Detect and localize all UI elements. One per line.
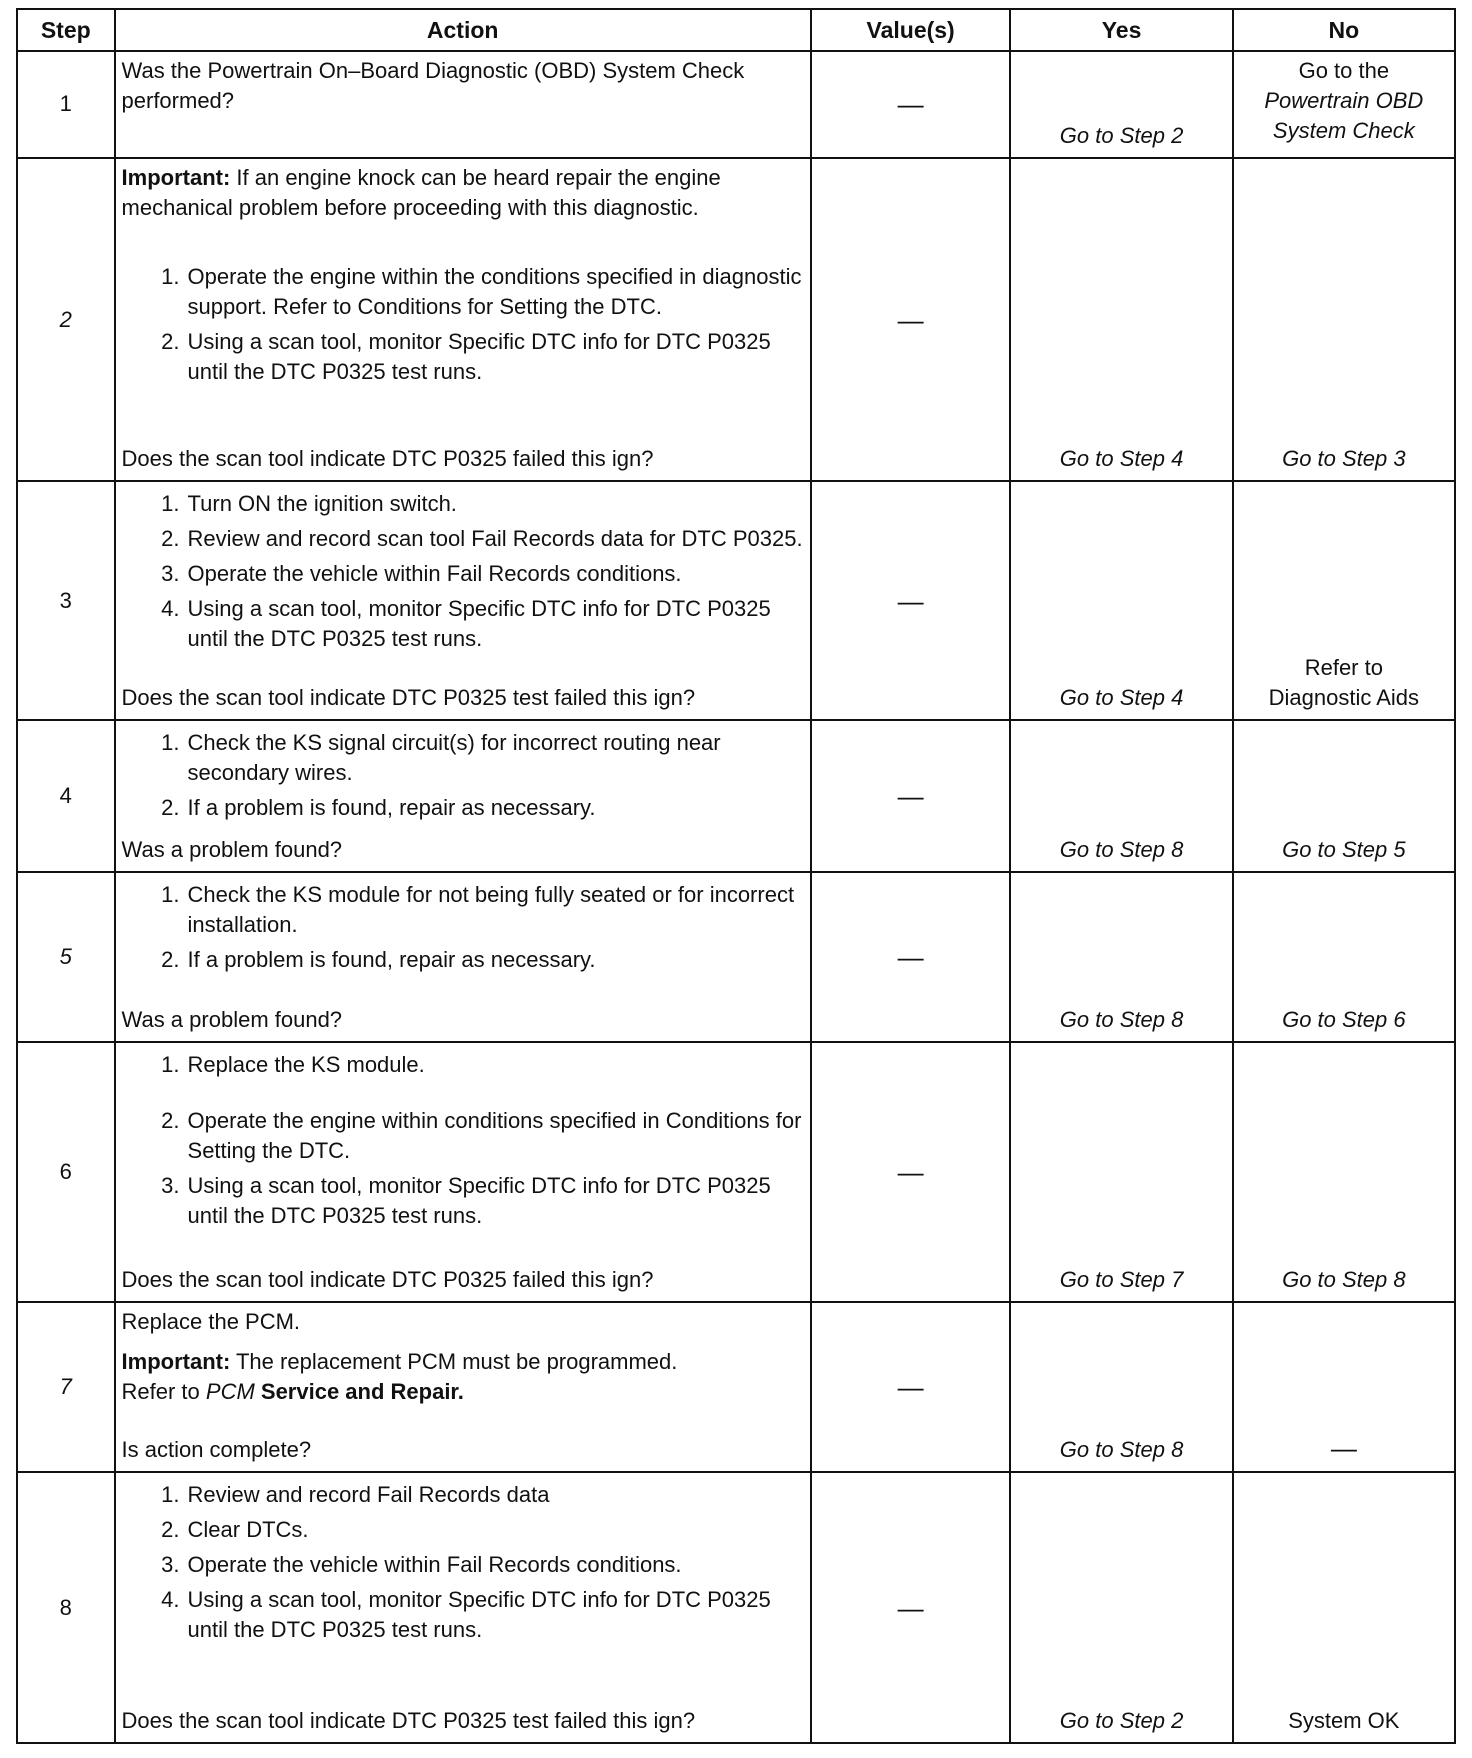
action-cell <box>115 720 811 872</box>
no-line: Refer to <box>1304 655 1383 681</box>
step-number: 3 <box>17 481 115 720</box>
header-yes: Yes <box>1010 9 1232 51</box>
header-action: Action <box>115 9 811 51</box>
list-item: 1. Replace the KS module. <box>161 1052 425 1078</box>
value-cell: — <box>811 158 1011 481</box>
list-item: 1. Check the KS module for not being fully seated or for incorrect installation. <box>161 882 795 938</box>
yes-cell: Go to Step 4 <box>1010 158 1232 481</box>
action-cell <box>115 872 811 1042</box>
step-number: 8 <box>17 1472 115 1743</box>
list-item: 2. Using a scan tool, monitor Specific DTC info for DTC P0325 until the DTC P0325 test runs. <box>161 328 771 384</box>
step-list <box>122 1477 804 1650</box>
header-no: No <box>1233 9 1455 51</box>
value-cell: — <box>811 1042 1011 1302</box>
no-cell: — <box>1233 1302 1455 1472</box>
important-note <box>122 1347 804 1377</box>
list-item: 1. Operate the engine within the conditions specified in diagnostic support. Refer to Conditions for Setting the DTC. <box>161 263 802 319</box>
yes-cell: Go to Step 4 <box>1010 481 1232 720</box>
list-item: 4. Using a scan tool, monitor Specific DTC info for DTC P0325 until the DTC P0325 test runs. <box>161 1587 771 1643</box>
no-line: Diagnostic Aids <box>1268 685 1420 711</box>
list-item: 2. Review and record scan tool Fail Records data for DTC P0325. <box>161 526 803 552</box>
no-cell: Go to Step 6 <box>1233 872 1455 1042</box>
table-row <box>17 481 1455 720</box>
list-item: 1. Review and record Fail Records data <box>161 1482 550 1508</box>
list-item: 2. Operate the engine within conditions specified in Conditions for Setting the DTC. <box>161 1108 802 1164</box>
value-cell: — <box>811 481 1011 720</box>
list-item: 1. Check the KS signal circuit(s) for incorrect routing near secondary wires. <box>161 730 721 786</box>
yes-cell: Go to Step 8 <box>1010 720 1232 872</box>
step-number: 6 <box>17 1042 115 1302</box>
no-cell: Go to Step 3 <box>1233 158 1455 481</box>
no-cell <box>1233 51 1455 158</box>
important-text: The replacement PCM must be programmed. <box>230 1349 678 1375</box>
action-cell <box>115 1042 811 1302</box>
header-step: Step <box>17 9 115 51</box>
yes-cell: Go to Step 2 <box>1010 51 1232 158</box>
step-list <box>122 259 804 392</box>
table-row <box>17 720 1455 872</box>
no-line: System Check <box>1272 118 1415 143</box>
table-row <box>17 1302 1455 1472</box>
header-values: Value(s) <box>811 9 1011 51</box>
table-row <box>17 872 1455 1042</box>
yes-cell: Go to Step 8 <box>1010 872 1232 1042</box>
step-list <box>122 725 804 828</box>
no-cell <box>1233 481 1455 720</box>
action-cell <box>115 51 811 158</box>
question-text: Does the scan tool indicate DTC P0325 test failed this ign? <box>121 1708 696 1733</box>
question-text: Does the scan tool indicate DTC P0325 test failed this ign? <box>121 685 696 711</box>
refer-text: Refer to PCM Service and Repair. <box>121 1379 464 1405</box>
list-item: 4. Using a scan tool, monitor Specific DTC info for DTC P0325 until the DTC P0325 test runs. <box>161 596 771 652</box>
yes-cell: Go to Step 2 <box>1010 1472 1232 1743</box>
yes-cell: Go to Step 8 <box>1010 1302 1232 1472</box>
yes-cell: Go to Step 7 <box>1010 1042 1232 1302</box>
list-item: 1. Turn ON the ignition switch. <box>161 491 457 517</box>
question-text: Was a problem found? <box>121 837 343 863</box>
list-item: 2. If a problem is found, repair as necessary. <box>161 947 596 973</box>
diagnostic-table-page <box>16 8 1456 1744</box>
value-cell: — <box>811 1302 1011 1472</box>
table-row <box>17 51 1455 158</box>
important-label: Important: <box>121 1349 231 1375</box>
table-row <box>17 1472 1455 1743</box>
table-row <box>17 158 1455 481</box>
list-item: 2. If a problem is found, repair as necessary. <box>161 795 596 821</box>
question-text: Does the scan tool indicate DTC P0325 failed this ign? <box>121 1267 654 1293</box>
value-cell: — <box>811 1472 1011 1743</box>
action-text: Was the Powertrain On–Board Diagnostic (OBD) System Check performed? <box>121 58 745 113</box>
list-item: 3. Using a scan tool, monitor Specific DTC info for DTC P0325 until the DTC P0325 test runs. <box>161 1173 771 1229</box>
value-cell: — <box>811 51 1011 158</box>
list-item: 3. Operate the vehicle within Fail Records conditions. <box>161 561 682 587</box>
value-cell: — <box>811 872 1011 1042</box>
no-cell: Go to Step 5 <box>1233 720 1455 872</box>
list-item: 3. Operate the vehicle within Fail Records conditions. <box>161 1552 682 1578</box>
action-text: Replace the PCM. <box>121 1309 301 1335</box>
table-row <box>17 1042 1455 1302</box>
step-list <box>122 486 804 659</box>
step-number: 4 <box>17 720 115 872</box>
important-label: Important: <box>121 164 231 190</box>
no-cell: Go to Step 8 <box>1233 1042 1455 1302</box>
step-number: 2 <box>17 158 115 481</box>
step-number: 1 <box>17 51 115 158</box>
no-line: Go to the <box>1298 58 1390 83</box>
no-line: Powertrain OBD <box>1264 88 1424 113</box>
value-cell: — <box>811 720 1011 872</box>
important-note <box>122 163 804 223</box>
action-cell <box>115 481 811 720</box>
step-list <box>122 877 804 980</box>
list-item: 2. Clear DTCs. <box>161 1517 309 1543</box>
question-text: Is action complete? <box>121 1437 312 1463</box>
action-cell <box>115 1472 811 1743</box>
diagnostic-table <box>16 8 1456 1744</box>
header-row <box>17 9 1455 51</box>
step-number: 5 <box>17 872 115 1042</box>
important-text: If an engine knock can be heard repair the engine mechanical problem before proceeding with this diagnostic. <box>121 164 721 220</box>
action-cell <box>115 1302 811 1472</box>
step-list <box>122 1047 804 1236</box>
question-text: Was a problem found? <box>121 1007 343 1033</box>
question-text: Does the scan tool indicate DTC P0325 failed this ign? <box>121 446 654 472</box>
step-number: 7 <box>17 1302 115 1472</box>
action-cell <box>115 158 811 481</box>
no-cell: System OK <box>1233 1472 1455 1743</box>
